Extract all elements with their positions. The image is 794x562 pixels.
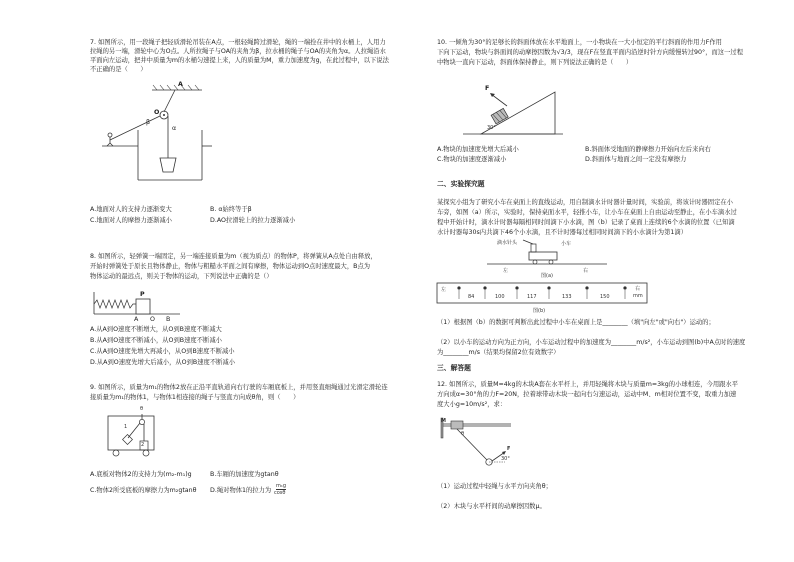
q12-figure <box>441 416 531 472</box>
q11-stem-line-1: 某探究小组为了研究小车在桌面上的直线运动，用自制滴水计时器计量时间，实验前，将该计时器固定在小 <box>437 199 733 206</box>
q10-label-f: F <box>485 85 490 92</box>
q7-label-o: O <box>154 109 160 116</box>
q12-sub-1: （1）运动过程中轻绳与水平方向夹角θ； <box>437 483 552 490</box>
q11-stem-line-3: 程中开始计时，滴水计时器每隔相同时间滴下小水滴，图（b）记录了桌面上连续的6个水滴的位置（已知滴 <box>437 219 735 226</box>
q11-label-car: 小车 <box>561 241 572 247</box>
q11-interval-3: 117 <box>527 294 537 300</box>
q11-fig-a-left: 左 <box>503 268 509 274</box>
q12-sub-2: （2）木块与水平杆间的动摩擦因数μ。 <box>437 503 546 510</box>
q11-fig-b-left: 左 <box>441 287 447 293</box>
q7-label-beta: β <box>146 119 151 126</box>
q9-stem-line-1: 9. 如图所示，质量为m₁的物体2放在正沿平直轨道向右行驶的车厢底板上，并用竖直细绳通过光滑定滑轮连 <box>90 384 388 391</box>
q11-fig-a-right: 右 <box>583 268 589 274</box>
section-2-title: 二、实验探究题 <box>437 180 485 188</box>
q8-stem-line-1: 8. 如图所示，轻弹簧一端固定，另一端连接质量为m（视为质点）的物体P，将弹簧从A点处自由释放， <box>90 253 377 260</box>
q11-interval-1: 84 <box>468 294 475 300</box>
drop-2 <box>483 286 486 289</box>
q10-stem-line-1: 10. 一倾角为30°的足够长的斜面体放在水平地面上，一小物块在一大小恒定的平行斜面的作用力F作用 <box>437 39 722 46</box>
q9-option-a: A.底板对物体2的支持力为(m₂-m₁)g <box>90 471 192 478</box>
q9-label-2: 2 <box>141 442 145 448</box>
q8-label-a: A <box>134 316 139 323</box>
q7-stem-line-3: 平面向左运动，把井中质量为m的水桶匀速提上来，人的质量为M，重力加速度为g，在此过程中，以下说法 <box>90 57 389 64</box>
q9-stem-line-2: 接质量为m₁的物体1，与物体1相连接的绳子与竖直方向成θ角，则（ ） <box>90 394 300 401</box>
q11-interval-4: 133 <box>562 294 572 300</box>
q8-option-a: A.从A到O速度不断增大，从O到B速度不断减大 <box>90 326 222 333</box>
q8-stem-line-3: 物体运动的最远点，则关于物体的运动，下列说法中正确的是（） <box>90 273 273 280</box>
q9-label-1: 1 <box>124 424 128 430</box>
drop-6 <box>623 286 626 289</box>
q12-stem-line-1: 12. 如图所示，质量M=4kg的木块A套在水平杆上，并用轻绳将木块与质量m=3kg的小球相连，今用跟水平 <box>437 381 739 388</box>
q12-label-f: F <box>507 446 511 452</box>
q8-option-c: C.从A到O速度先增大再减小，从O到B速度不断减小 <box>90 348 235 355</box>
q11-stem-line-2: 车旁，如图（a）所示，实验时，保持桌面水平，轻推小车，让小车在桌面上自由运动至静止，在小车滴水过 <box>437 209 737 216</box>
q9-option-b: B.车厢的加速度为gtanθ <box>210 471 279 478</box>
q12-label-angle: 30° <box>501 456 510 462</box>
q10-stem-line-3: 中物块一直向下运动，斜面体保持静止，则下列说法正确的是（ ） <box>437 59 633 66</box>
q8-stem-line-2: 开始时弹簧处于原长且物体静止，物体与粗糙水平面之间有摩擦，物体运动到O点时速度最大，B点为 <box>90 263 371 270</box>
q9-option-d-fraction-num: m₁g <box>276 483 287 489</box>
drop-1 <box>457 286 460 289</box>
q9-option-d: D.绳对物体1的拉力为 <box>210 487 272 494</box>
q9-label-theta: θ <box>140 406 144 412</box>
q11-fig-a-caption: 图(a) <box>541 273 553 279</box>
q10-option-a: A.物块的加速度先增大后减小 <box>437 146 519 153</box>
q12-stem-line-3: 度大小g=10m/s²，求： <box>437 401 507 408</box>
q7-stem-line-4: 不正确的是（ ） <box>90 66 147 73</box>
q11-label-drip: 滴水针头 <box>497 240 518 246</box>
q10-option-c: C.物块的加速度逐渐减小 <box>437 156 507 163</box>
q11-stem-line-4: 水计时器每30s内共滴下46个小水滴，且不计时器每过相同时间滴下的小水滴计为第1滴） <box>437 229 687 236</box>
q11-sub-2-line-1: （2）以小车的运动方向为正方向，小车运动过程中的加速度为________m/s²，小车运动到图(b)中A点时的速度 <box>437 339 746 346</box>
q7-label-alpha: α <box>172 125 177 132</box>
q7-option-d: D.AO拉滑轮上的拉力逐渐减小 <box>210 217 296 224</box>
q12-label-theta: θ <box>461 431 465 437</box>
q7-option-c: C.地面对人的摩擦力逐渐减小 <box>90 217 172 224</box>
q7-figure <box>102 80 212 180</box>
q9-figure <box>104 408 164 456</box>
q11-interval-5: 150 <box>600 294 610 300</box>
q11-sub-2-line-2: 为________m/s（结果均保留2位有效数字） <box>437 349 560 356</box>
q7-stem-line-2: 拉绳的另一端，滑轮中心为O点。人所拉绳子与OA的夹角为β，拉水桶的绳子与OA的夹角为α。人拉绳沿水 <box>90 48 386 55</box>
q10-option-b: B.斜面体受地面的静摩擦力开始向左后来向右 <box>585 146 711 153</box>
q9-option-c: C.物体2所受底板的摩擦力为m₂gtanθ <box>90 487 197 494</box>
q8-label-b: B <box>166 316 171 323</box>
q11-sub-1: （1）根据图（b）的数据可判断出此过程中小车在桌面上是________（填"向左"或"向右"）运动的； <box>437 319 715 326</box>
drop-3 <box>515 286 518 289</box>
q8-label-p: P <box>140 291 145 298</box>
q10-figure <box>463 72 563 142</box>
q8-option-d: D.从A到O速度先增大后减小，从O到B速度不断减小 <box>90 359 236 366</box>
q12-label-m: M <box>441 418 446 424</box>
q10-label-angle: 30° <box>487 125 496 131</box>
q7-option-b: B. α始终等于β <box>210 206 252 213</box>
drop-4 <box>547 286 550 289</box>
q8-option-b: B.从A到O速度不断减小，从O到B速度不断减小 <box>90 337 222 344</box>
q11-interval-2: 100 <box>495 294 505 300</box>
q10-stem-line-2: 下向下运动，物块与斜面间的动摩擦因数为√3/3，现在F在竖直平面内沿逆时针方向缓慢转过90°，而这一过程 <box>437 49 743 56</box>
q11-fig-b-right: 右 <box>635 286 641 292</box>
q11-fig-b-unit: mm <box>633 293 643 299</box>
q11-fig-b-caption: 图(b) <box>533 308 546 314</box>
q8-label-o: O <box>150 316 155 323</box>
q9-option-d-fraction-den: cosθ <box>274 490 286 496</box>
drop-5 <box>585 286 588 289</box>
q12-stem-line-2: 方向成α=30°角的力F=20N，拉着球带动木块一起向右匀速运动，运动中M、m相对位置不变，取重力加速 <box>437 391 737 398</box>
q7-label-a: A <box>178 81 183 88</box>
section-3-title: 三、解答题 <box>437 364 471 372</box>
q10-option-d: D.斜面体与地面之间一定没有摩擦力 <box>585 156 687 163</box>
q7-stem-line-1: 7. 如图所示，用一段绳子把轻质滑轮吊装在A点，一根轻绳跨过滑轮，绳的一端拴在井中的水桶上，人用力 <box>90 39 386 46</box>
q7-option-a: A.地面对人的支持力逐渐变大 <box>90 206 172 213</box>
